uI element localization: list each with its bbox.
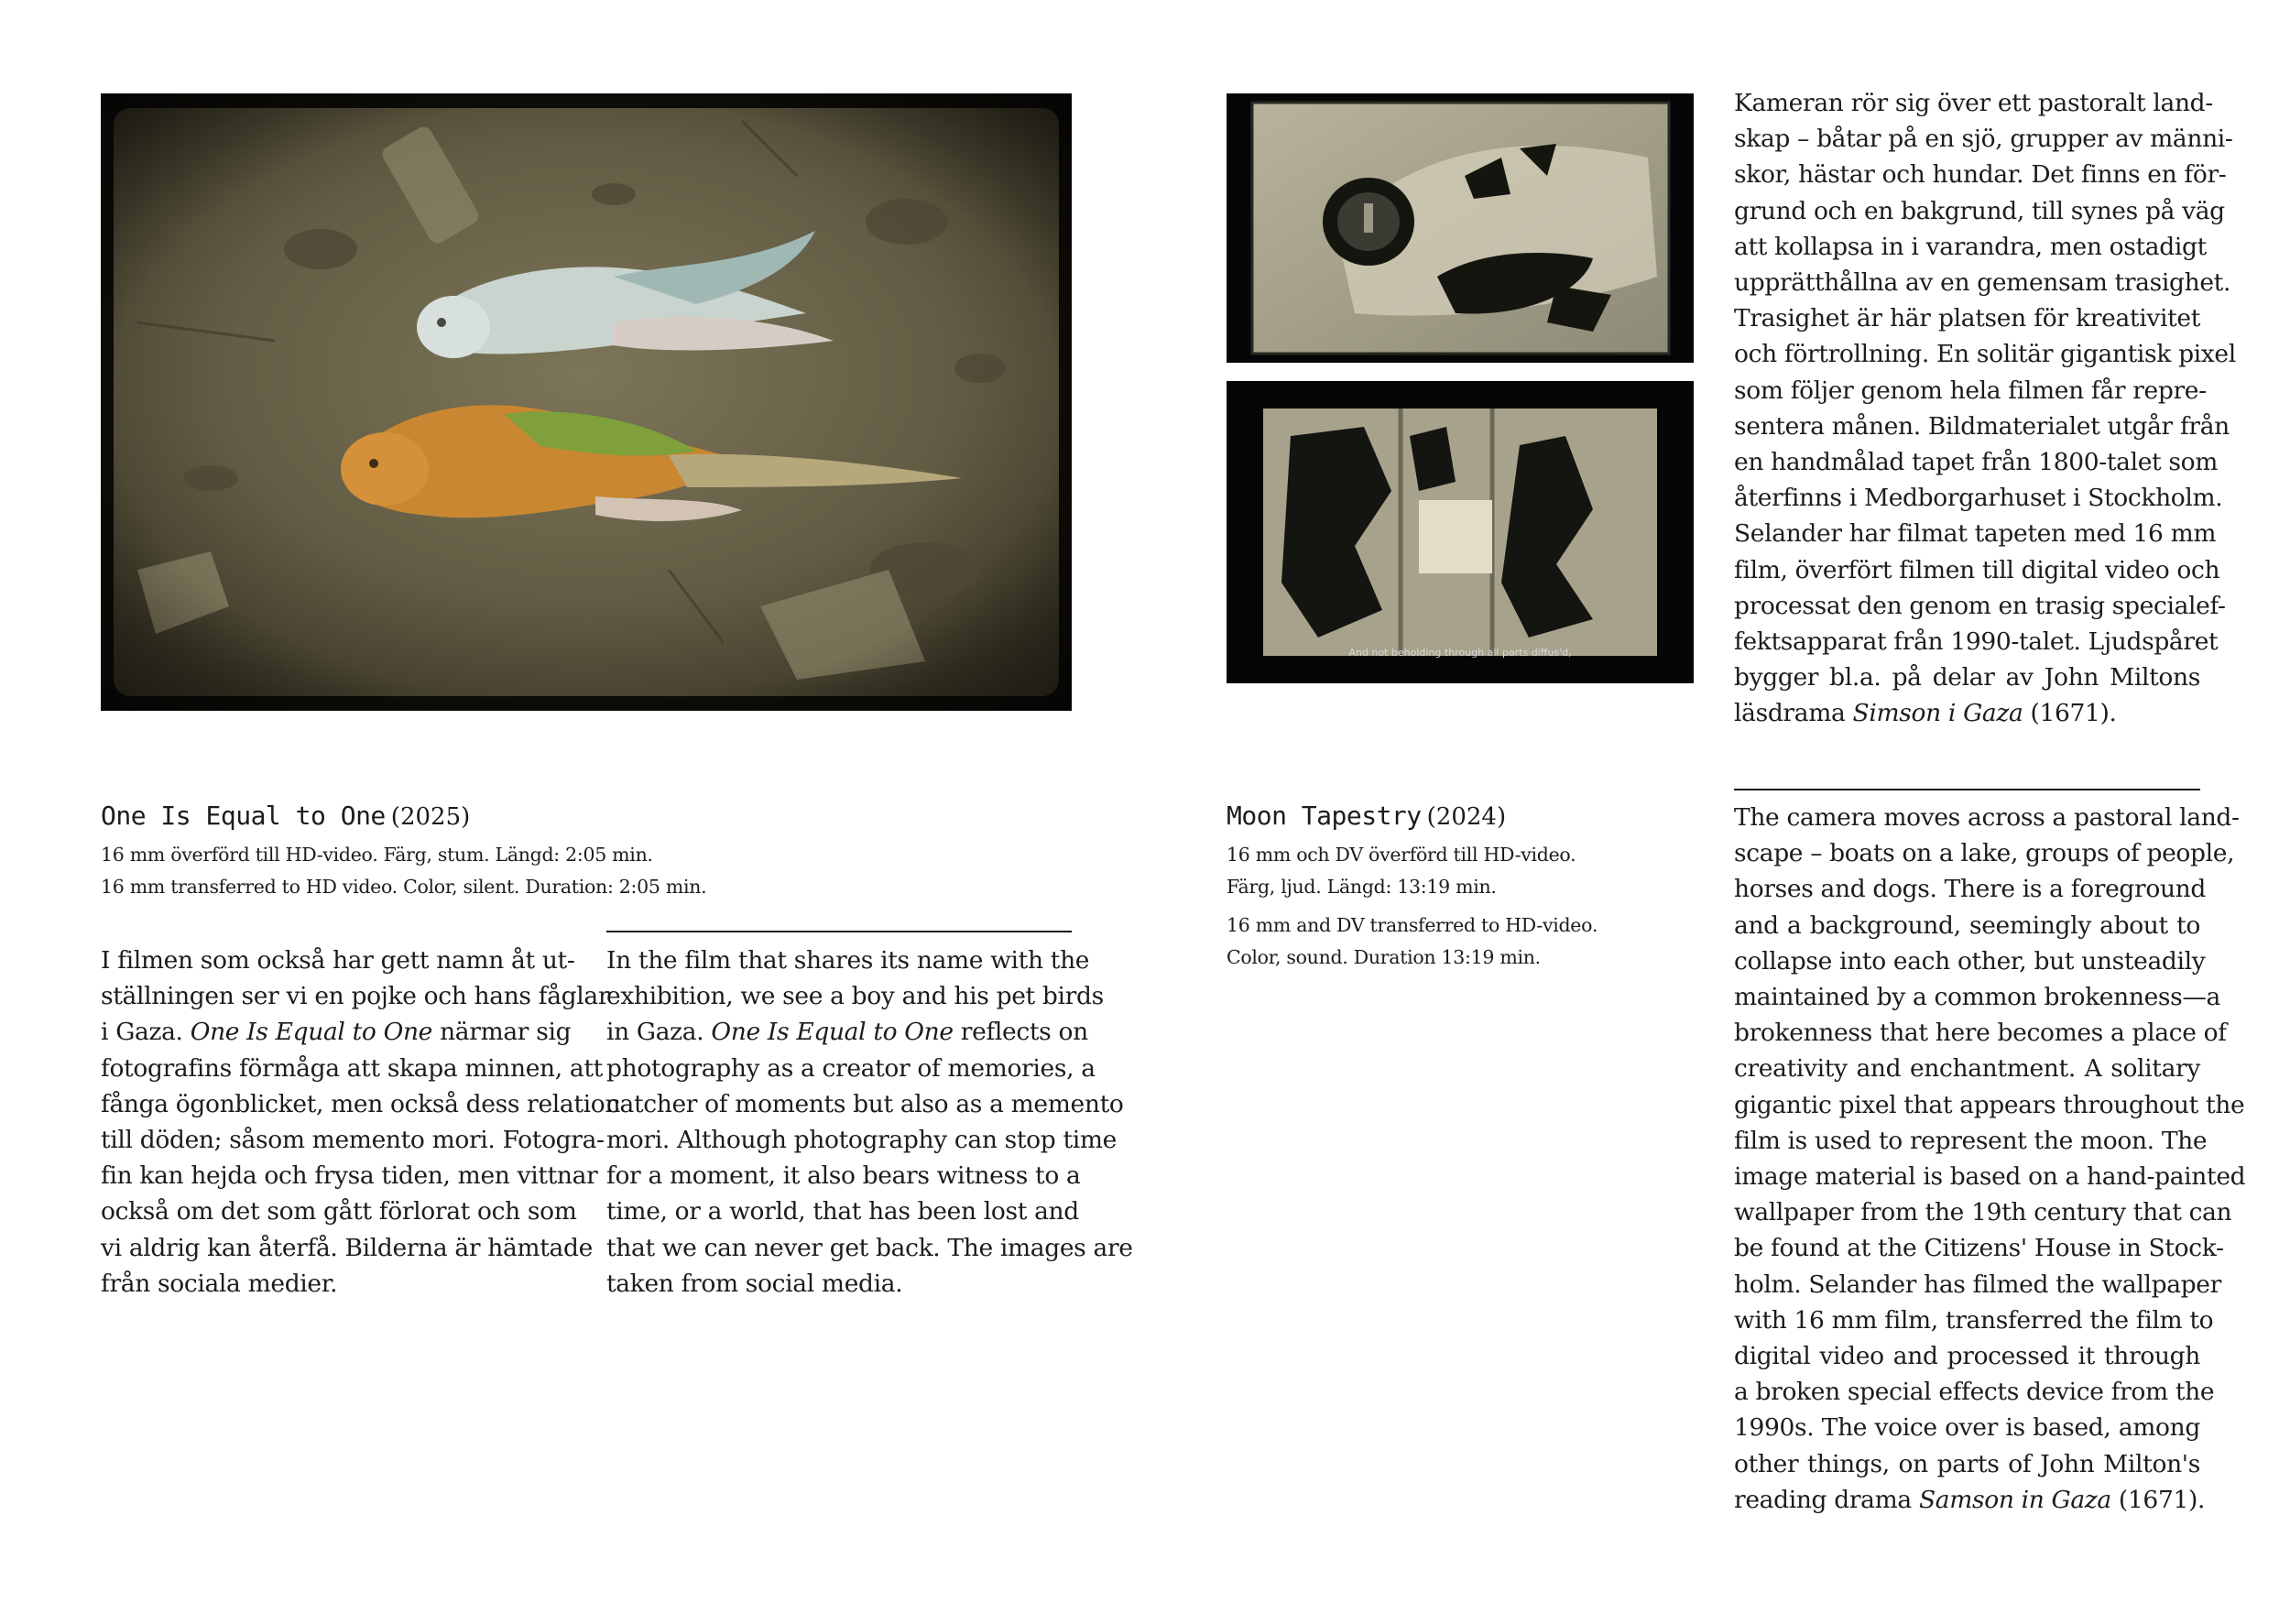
text-line: läsdrama Simson i Gaza (1671). xyxy=(1734,699,2117,728)
text-line: gigantic pixel that appears throughout the xyxy=(1734,1090,2245,1119)
text-line: fin kan hejda och frysa tiden, men vittnar xyxy=(101,1161,598,1191)
left-english-body xyxy=(606,943,1133,1302)
divider-left-english xyxy=(606,931,1072,932)
text-line: catcher of moments but also as a memento xyxy=(606,1089,1124,1118)
text-line: processat den genom en trasig specialef- xyxy=(1734,591,2226,620)
text-line: fånga ögonblicket, men också dess relation xyxy=(101,1089,621,1118)
text-line: skor, hästar och hundar. Det finns en för- xyxy=(1734,160,2227,190)
meta-line: Färg, ljud. Längd: 13:19 min. xyxy=(1227,876,1497,898)
text-line: mori. Although photography can stop time xyxy=(606,1126,1117,1155)
right-swedish-body xyxy=(1734,85,2236,732)
text-line: också om det som gått förlorat och som xyxy=(101,1197,577,1226)
text-line: en handmålad tapet från 1800-talet som xyxy=(1734,448,2219,477)
text-line: vi aldrig kan återfå. Bilderna är hämtade xyxy=(101,1233,593,1262)
film-subtitle: And not beholding through all parts diffus'd, xyxy=(1348,647,1572,659)
right-work-heading xyxy=(1227,801,1506,831)
work-title: One Is Equal to One xyxy=(101,801,386,831)
work-year: (2025) xyxy=(390,803,471,831)
text-line: fektsapparat från 1990-talet. Ljudspåret xyxy=(1734,627,2219,657)
text-line: holm. Selander has filmed the wallpaper xyxy=(1734,1270,2221,1299)
meta-en: 16 mm transferred to HD video. Color, silent. Duration: 2:05 min. xyxy=(101,876,707,898)
text-line: film, överfört filmen till digital video och xyxy=(1734,555,2220,584)
text-line: that we can never get back. The images are xyxy=(606,1233,1133,1262)
text-line: wallpaper from the 19th century that can xyxy=(1734,1198,2232,1227)
text-line: i Gaza. One Is Equal to One närmar sig xyxy=(101,1018,572,1047)
text-line: upprätthållna av en gemensam trasighet. xyxy=(1734,268,2231,298)
text-line: image material is based on a hand-painted xyxy=(1734,1162,2246,1192)
text-line: time, or a world, that has been lost and xyxy=(606,1197,1079,1226)
text-line: digital video and processed it through xyxy=(1734,1342,2200,1371)
text-line: reading drama Samson in Gaza (1671). xyxy=(1734,1485,2206,1514)
work-title-moon-tapestry xyxy=(1227,801,1506,831)
italic-title: Simson i Gaza xyxy=(1852,699,2023,728)
film-still-bottom xyxy=(1227,381,1694,683)
film-still-top xyxy=(1227,93,1694,363)
text-line: a broken special effects device from the xyxy=(1734,1378,2215,1407)
text-line: fotografins förmåga att skapa minnen, att xyxy=(101,1053,603,1083)
text-line: och förtrollning. En solitär gigantisk pixel xyxy=(1734,340,2236,369)
work-title: Moon Tapestry xyxy=(1227,801,1422,831)
work-year: (2024) xyxy=(1426,803,1507,831)
text-line: till döden; såsom memento mori. Fotogra- xyxy=(101,1126,605,1155)
text-line: grund och en bakgrund, till synes på väg xyxy=(1734,196,2225,225)
meta-line: 16 mm och DV överförd till HD-video. xyxy=(1227,844,1576,866)
text-line: återfinns i Medborgarhuset i Stockholm. xyxy=(1734,484,2223,513)
text-line: creativity and enchantment. A solitary xyxy=(1734,1054,2200,1084)
photo-dead-birds xyxy=(101,93,1072,711)
text-line: 1990s. The voice over is based, among xyxy=(1734,1413,2200,1443)
italic-title: One Is Equal to One xyxy=(190,1018,433,1047)
text-line: horses and dogs. There is a foreground xyxy=(1734,875,2206,904)
text-line: sentera månen. Bildmaterialet utgår från xyxy=(1734,411,2230,441)
text-line: collapse into each other, but unsteadily xyxy=(1734,946,2206,975)
meta-line: 16 mm and DV transferred to HD-video. xyxy=(1227,914,1598,936)
text-line: other things, on parts of John Milton's xyxy=(1734,1449,2200,1478)
text-line: Trasighet är här platsen för kreativitet xyxy=(1734,304,2200,333)
work-title-one-is-equal xyxy=(101,801,470,831)
right-work-meta-sv xyxy=(1227,839,1576,903)
text-line: and a background, seemingly about to xyxy=(1734,910,2200,940)
text-line: som följer genom hela filmen får repre- xyxy=(1734,376,2207,405)
text-line: in Gaza. One Is Equal to One reflects on xyxy=(606,1018,1088,1047)
text-line: från sociala medier. xyxy=(101,1269,338,1298)
text-line: bygger bl.a. på delar av John Miltons xyxy=(1734,663,2200,692)
left-swedish-body xyxy=(101,943,621,1302)
text-line: Kameran rör sig över ett pastoralt land- xyxy=(1734,89,2213,117)
meta-sv: 16 mm överförd till HD-video. Färg, stum. Längd: 2:05 min. xyxy=(101,844,653,866)
text-line: photography as a creator of memories, a xyxy=(606,1053,1096,1083)
text-line: maintained by a common brokenness—a xyxy=(1734,983,2221,1012)
text-line: att kollapsa in i varandra, men ostadigt xyxy=(1734,232,2207,261)
text-line: scape – boats on a lake, groups of people, xyxy=(1734,839,2235,868)
text-line: ställningen ser vi en pojke och hans fåglar xyxy=(101,982,610,1011)
text-line: I filmen som också har gett namn åt ut- xyxy=(101,946,575,975)
text-line: In the film that shares its name with the xyxy=(606,946,1090,975)
text-line: brokenness that here becomes a place of xyxy=(1734,1019,2227,1048)
right-work-meta-en xyxy=(1227,910,1598,974)
text-line: film is used to represent the moon. The xyxy=(1734,1126,2208,1155)
meta-line: Color, sound. Duration 13:19 min. xyxy=(1227,946,1541,968)
text-line: The camera moves across a pastoral land- xyxy=(1734,803,2240,832)
text-line: for a moment, it also bears witness to a xyxy=(606,1161,1081,1191)
left-work-meta xyxy=(101,839,706,903)
text-line: Selander har filmat tapeten med 16 mm xyxy=(1734,519,2217,549)
text-line: taken from social media. xyxy=(606,1269,903,1298)
left-work-heading xyxy=(101,801,470,831)
italic-title: One Is Equal to One xyxy=(711,1018,954,1047)
italic-title: Samson in Gaza xyxy=(1918,1485,2111,1514)
text-line: exhibition, we see a boy and his pet birds xyxy=(606,982,1104,1011)
text-line: be found at the Citizens' House in Stock- xyxy=(1734,1234,2224,1263)
divider-right-english xyxy=(1734,789,2200,790)
text-line: with 16 mm film, transferred the film to xyxy=(1734,1305,2214,1335)
text-line: skap – båtar på en sjö, grupper av männi- xyxy=(1734,125,2233,154)
right-english-body xyxy=(1734,800,2246,1518)
